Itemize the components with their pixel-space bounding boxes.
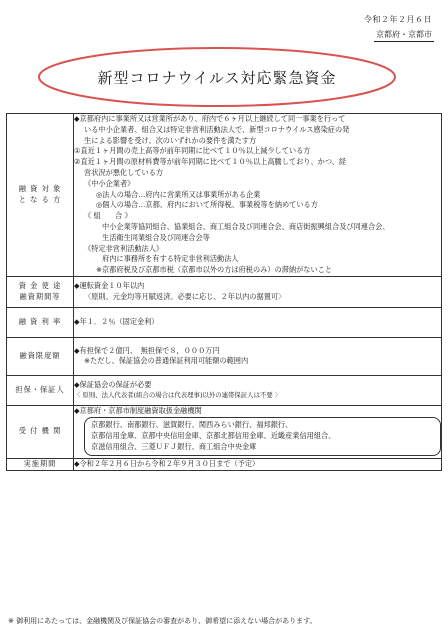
row-limit (7, 337, 442, 376)
loan-terms-table (6, 113, 442, 471)
target-line: 《 組 合 》 (84, 211, 132, 221)
issuer-label: 京都府・京都市 (374, 29, 434, 42)
target-line: 《中小企業者》 (84, 178, 135, 188)
title-banner (36, 45, 398, 109)
target-line: ◎法人の場合…府内に営業所又は事業所がある企業 (96, 189, 261, 199)
target-line: ②直近１ヶ月間の原材料費等が前年同期に比べて１０％以上高騰しており、かつ、経 (74, 157, 347, 167)
content-target (74, 114, 442, 277)
target-line: 営状況が悪化している方 (84, 167, 164, 177)
guarantor-line: 〈 原則、法人代表者(組合の場合は代表理事)以外の連帯保証人は不要 〉 (74, 390, 282, 399)
bank-line: 京都信用金庫、京都中央信用金庫、京都北都信用金庫、近畿産業信用組合、 (91, 431, 336, 441)
row-rate (7, 307, 442, 337)
target-line: いる中小企業者、組合又は特定非営利活動法人で、新型コロナウイルス感染症の発 (84, 124, 350, 134)
bank-line: 京滋信用組合、三菱ＵＦＪ銀行、商工組合中央金庫 (91, 441, 257, 451)
row-target (7, 114, 442, 277)
row-bank (7, 405, 442, 458)
content-bank (74, 405, 442, 458)
use-line: ◆運転資金１０年以内 (74, 280, 145, 290)
label-period: 実施期間 (7, 458, 74, 470)
target-line: 生活衛生同業組合及び同連合会等 (102, 232, 210, 242)
issue-date: 令和２年２月６日 (364, 15, 432, 24)
bank-lead: ◆京都府・京都市制度融資取扱金融機関 (74, 405, 202, 415)
footnote: ※ 御利用にあたっては、金融機関及び保証協会の審査があり、御希望に添えない場合があります。 (8, 617, 317, 625)
target-line: ※京都府税及び京都市税（京都市以外の方は府税のみ）の滞納がないこと (96, 265, 333, 275)
target-line: ◆京都府内に事業所又は営業所があり、府内で６ヶ月以上継続して同一事業を行って (74, 114, 346, 123)
content-guarantor (74, 376, 442, 405)
row-period (7, 458, 442, 470)
label-guarantor: 担保・保証人 (7, 376, 74, 405)
label-rate: 融 資 利 率 (7, 307, 74, 337)
bank-list-box (84, 417, 441, 455)
target-line: 府内に事務所を有する特定非営利活動法人 (102, 254, 239, 264)
target-line: 《特定非営利活動法人》 (84, 243, 164, 253)
use-line: 〈原則、元金均等月賦返済。必要に応じ、２年以内の据置可〉 (84, 291, 286, 301)
target-line: ①直近１ヶ月間の売上高等が前年同期に比べて１０％以上減少している方 (74, 146, 311, 156)
bank-line: 京都銀行、南都銀行、滋賀銀行、関西みらい銀行、福邦銀行、 (91, 420, 293, 430)
label-bank: 受 付 機 関 (7, 405, 74, 458)
target-line: ◎個人の場合…京都、府内において所得税、事業税等を納めている方 (96, 200, 318, 210)
period-line: ◆令和２年２月６日から令和２年９月３０日まで（予定） (74, 458, 260, 468)
target-line: 中小企業等協同組合、協業組合、商工組合及び同連合会、商店街振興組合及び同連合会、 (102, 221, 390, 231)
content-rate (74, 307, 442, 337)
content-use (74, 276, 442, 307)
limit-line: ◆有担保で２億円、 無担保で８，０００万円 (74, 345, 220, 355)
rate-line: ◆年１．２％（固定金利） (74, 316, 159, 326)
row-guarantor (7, 376, 442, 405)
target-line: 生による影響を受け、次のいずれかの要件を満たす方 (84, 135, 257, 145)
content-limit (74, 337, 442, 376)
limit-line: ※ただし、保証協会の普通保証利用可能額の範囲内 (84, 356, 249, 366)
label-target: 融 資 対 象 と な る 方 (7, 114, 74, 277)
label-use: 資 金 使 途 融資期間等 (7, 276, 74, 307)
page-title: 新型コロナウイルス対応緊急資金 (97, 68, 337, 87)
guarantor-line: ◆保証協会の保証が必要 (74, 380, 152, 390)
row-use (7, 276, 442, 307)
label-limit: 融資限度額 (7, 337, 74, 376)
content-period (74, 458, 442, 470)
